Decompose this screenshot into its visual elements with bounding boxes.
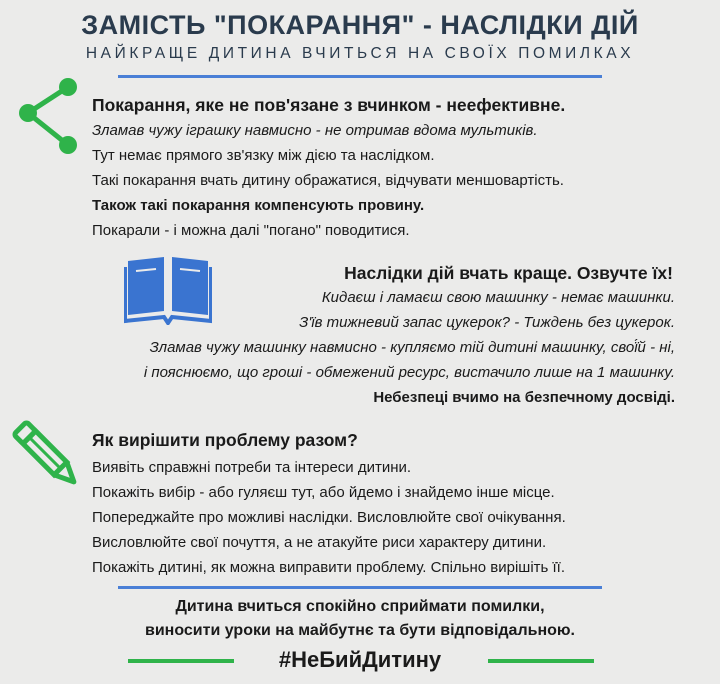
section3-line: Виявіть справжні потреби та інтереси дитини. xyxy=(92,459,412,476)
section2-heading: Наслідки дій вчать краще. Озвучте їх! xyxy=(344,263,673,283)
header-divider xyxy=(118,75,602,78)
footer-divider xyxy=(118,586,602,589)
pencil-icon xyxy=(8,415,86,495)
section1-line: Також такі покарання компенсують провину. xyxy=(92,197,425,214)
page-title: ЗАМІСТЬ "ПОКАРАННЯ" - НАСЛІДКИ ДІЙ xyxy=(81,10,639,40)
section3-line: Покажіть дитині, як можна виправити проблему. Спільно вирішіть її. xyxy=(92,559,566,576)
section1-line: Тут немає прямого зв'язку між дією та наслідком. xyxy=(92,147,435,164)
section2-line: З'їв тижневий запас цукерок? - Тиждень без цукерок. xyxy=(299,314,675,331)
book-icon xyxy=(124,253,212,325)
section1-line: Зламав чужу іграшку навмисно - не отримав вдома мультиків. xyxy=(92,122,538,139)
section3-heading: Як вирішити проблему разом? xyxy=(92,430,358,450)
footer-line: виносити уроки на майбутнє та бути відповідальною. xyxy=(144,622,575,639)
page-subtitle: НАЙКРАЩЕ ДИТИНА ВЧИТЬСЯ НА СВОЇХ ПОМИЛКАХ xyxy=(85,45,635,62)
section3-line: Попереджайте про можливі наслідки. Висловлюйте свої очікування. xyxy=(92,509,566,526)
section3-line: Висловлюйте свої почуття, а не атакуйте риси характеру дитини. xyxy=(92,534,547,551)
section1-line: Покарали - і можна далі "погано" поводитися. xyxy=(92,222,410,239)
section2-line: Кидаєш і ламаєш свою машинку - немає машинки. xyxy=(321,289,675,306)
section2-line: Зламав чужу машинку навмисно - купляємо тій дитині машинку, свої́й - ні, xyxy=(149,339,675,356)
section1-heading: Покарання, яке не пов'язане з вчинком - неефективне. xyxy=(92,95,566,115)
hashtag-right-bar xyxy=(488,659,594,663)
section2-line: і пояснюємо, що гроші - обмежений ресурс, вистачило лише на 1 машинку. xyxy=(143,364,675,381)
section3-line: Покажіть вибір - або гуляєш тут, або йдемо і знайдемо інше місце. xyxy=(92,484,555,501)
share-icon xyxy=(10,75,82,157)
footer-line: Дитина вчиться спокійно сприймати помилки, xyxy=(175,598,545,615)
section2-line: Небезпеці вчимо на безпечному досвіді. xyxy=(373,389,675,406)
section1-line: Такі покарання вчать дитину ображатися, відчувати меншовартість. xyxy=(92,172,564,189)
hashtag: #НеБийДитину xyxy=(278,647,442,672)
